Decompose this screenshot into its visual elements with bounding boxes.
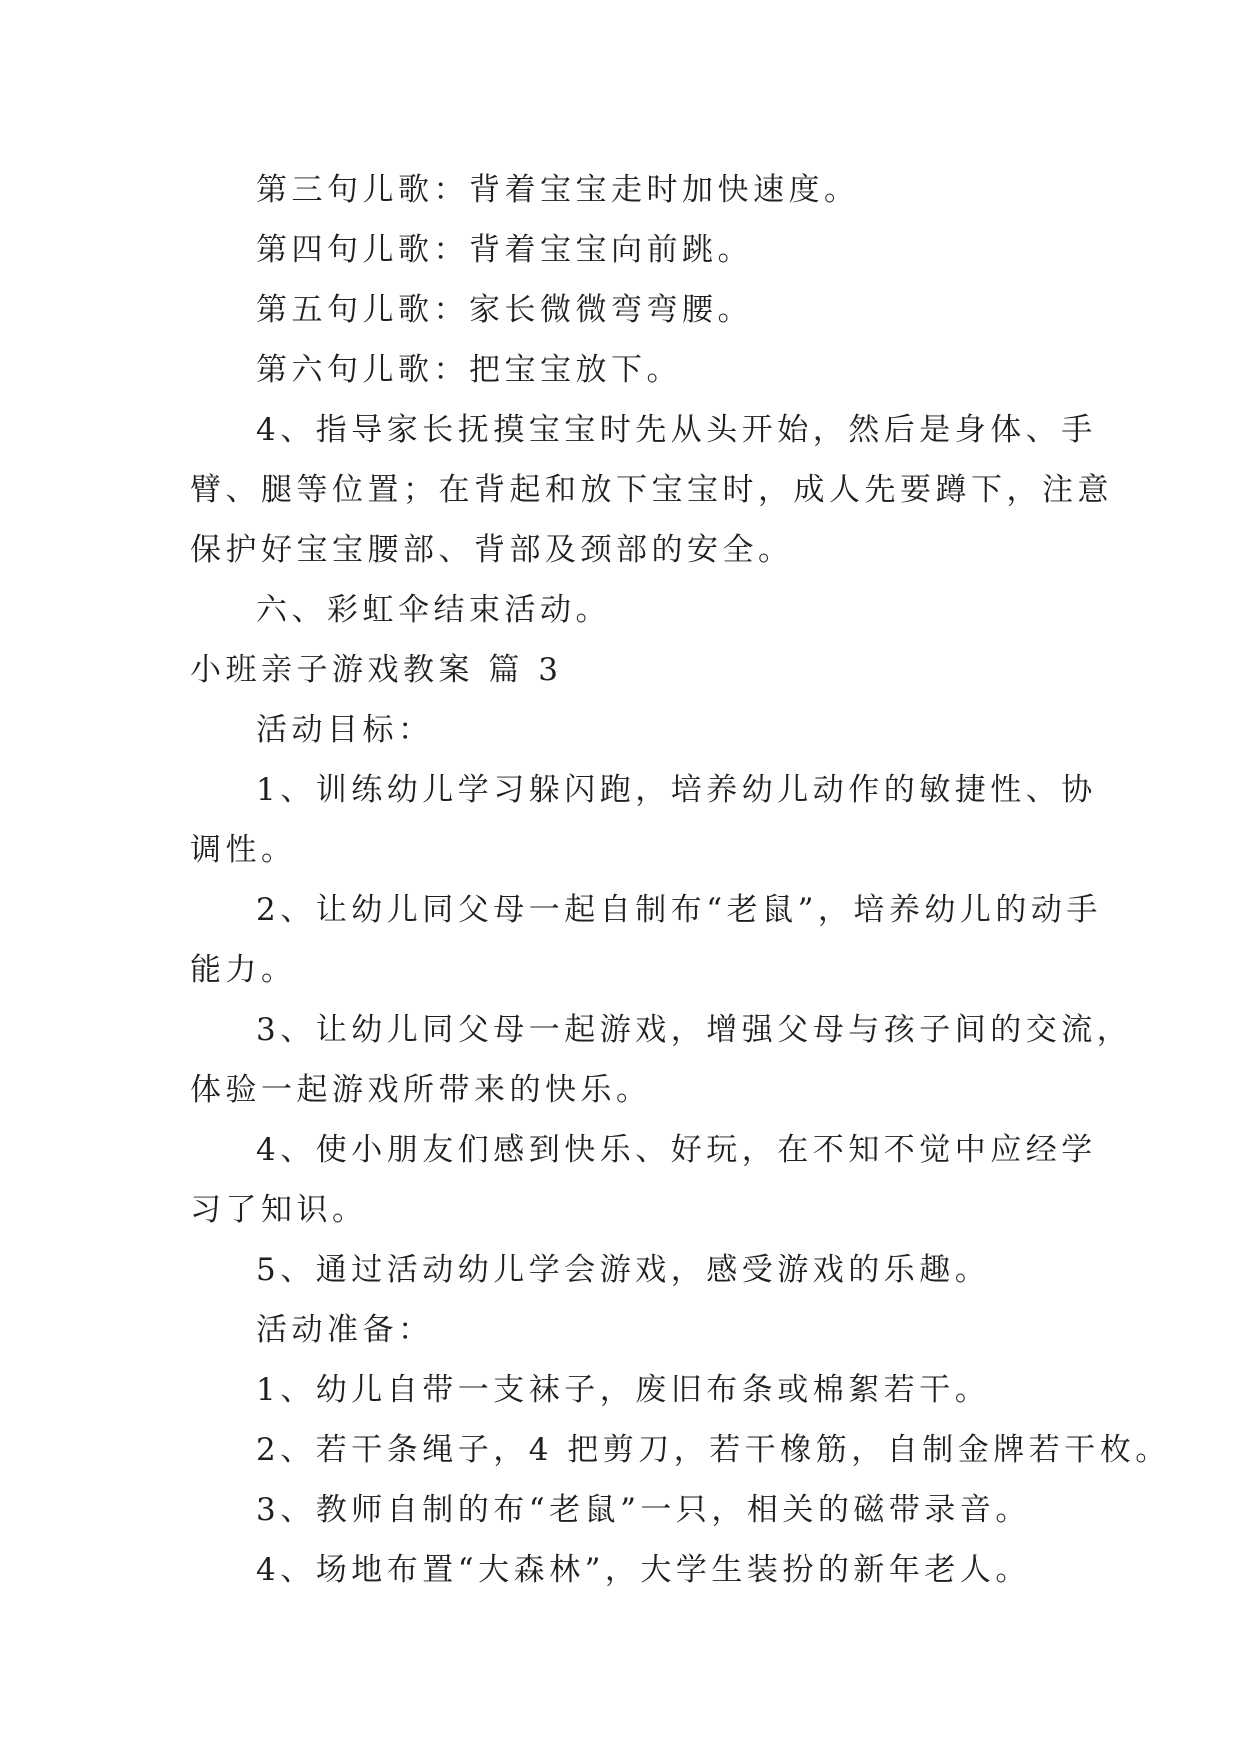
paragraph-line: 能力。	[190, 952, 297, 988]
paragraph-line: 体验一起游戏所带来的快乐。	[190, 1072, 652, 1108]
paragraph-line: 4、场地布置“大森林”，大学生装扮的新年老人。	[256, 1552, 1031, 1588]
paragraph-line: 习了知识。	[190, 1192, 368, 1228]
paragraph-line: 第六句儿歌：把宝宝放下。	[256, 352, 682, 388]
section-heading: 活动准备：	[256, 1312, 434, 1348]
paragraph-line: 保护好宝宝腰部、背部及颈部的安全。	[190, 532, 794, 568]
paragraph-line: 1、训练幼儿学习躲闪跑，培养幼儿动作的敏捷性、协	[256, 772, 1097, 808]
paragraph-line: 3、教师自制的布“老鼠”一只，相关的磁带录音。	[256, 1492, 1031, 1528]
paragraph-line: 1、幼儿自带一支袜子，废旧布条或棉絮若干。	[256, 1372, 991, 1408]
paragraph-line: 2、让幼儿同父母一起自制布“老鼠”，培养幼儿的动手	[256, 892, 1102, 928]
paragraph-line: 4、指导家长抚摸宝宝时先从头开始，然后是身体、手	[256, 412, 1097, 448]
paragraph-line: 第五句儿歌：家长微微弯弯腰。	[256, 292, 753, 328]
document-body	[190, 160, 1171, 1600]
paragraph-line: 臂、腿等位置；在背起和放下宝宝时，成人先要蹲下，注意	[190, 472, 1113, 508]
paragraph-line: 六、彩虹伞结束活动。	[256, 592, 611, 628]
paragraph-line: 2、若干条绳子，4 把剪刀，若干橡筋，自制金牌若干枚。	[256, 1432, 1171, 1468]
paragraph-line: 第四句儿歌：背着宝宝向前跳。	[256, 232, 753, 268]
paragraph-line: 4、使小朋友们感到快乐、好玩，在不知不觉中应经学	[256, 1132, 1097, 1168]
section-title: 小班亲子游戏教案 篇 3	[190, 652, 563, 688]
section-heading: 活动目标：	[256, 712, 434, 748]
paragraph-line: 5、通过活动幼儿学会游戏，感受游戏的乐趣。	[256, 1252, 991, 1288]
paragraph-line: 3、让幼儿同父母一起游戏，增强父母与孩子间的交流，	[256, 1012, 1133, 1048]
paragraph-line: 调性。	[190, 832, 297, 868]
paragraph-line: 第三句儿歌：背着宝宝走时加快速度。	[256, 172, 860, 208]
